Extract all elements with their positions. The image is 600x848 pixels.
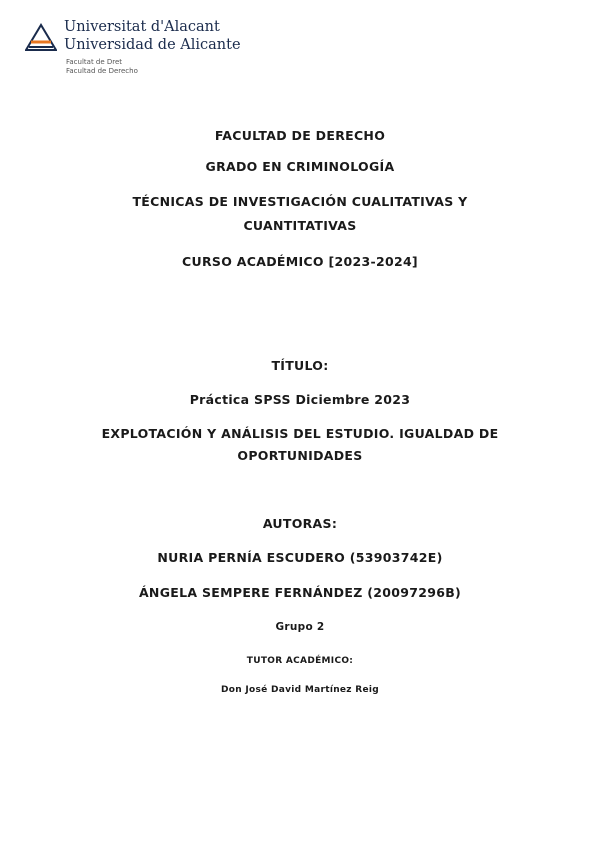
- document-subtitle-line1: EXPLOTACIÓN Y ANÁLISIS DEL ESTUDIO. IGUALDAD DE: [101, 426, 499, 441]
- faculty-heading: FACULTAD DE DERECHO: [214, 128, 386, 143]
- document-subtitle-line2: OPORTUNIDADES: [237, 448, 363, 463]
- group-label: Grupo 2: [275, 621, 325, 633]
- author-1: NURIA PERNÍA ESCUDERO (53903742E): [157, 550, 443, 565]
- tutor-label: TUTOR ACADÉMICO:: [246, 656, 354, 666]
- document-title: Práctica SPSS Diciembre 2023: [189, 392, 411, 407]
- university-name-ca: Universitat d'Alacant: [64, 19, 220, 35]
- academic-year: CURSO ACADÉMICO [2023-2024]: [182, 254, 418, 269]
- university-logo: [25, 18, 255, 80]
- title-label: TÍTULO:: [271, 358, 329, 373]
- course-heading-line1: TÉCNICAS DE INVESTIGACIÓN CUALITATIVAS Y: [132, 194, 468, 209]
- authors-label: AUTORAS:: [262, 516, 338, 531]
- faculty-name-ca: Facultat de Dret: [66, 58, 123, 66]
- university-logo-icon: [25, 22, 57, 52]
- degree-heading: GRADO EN CRIMINOLOGÍA: [205, 159, 395, 174]
- faculty-name-es: Facultad de Derecho: [66, 67, 138, 75]
- course-heading-line2: CUANTITATIVAS: [243, 218, 357, 233]
- university-name-es: Universidad de Alicante: [64, 37, 241, 53]
- tutor-name: Don José David Martínez Reig: [220, 685, 380, 695]
- author-2: ÁNGELA SEMPERE FERNÁNDEZ (20097296B): [138, 585, 462, 600]
